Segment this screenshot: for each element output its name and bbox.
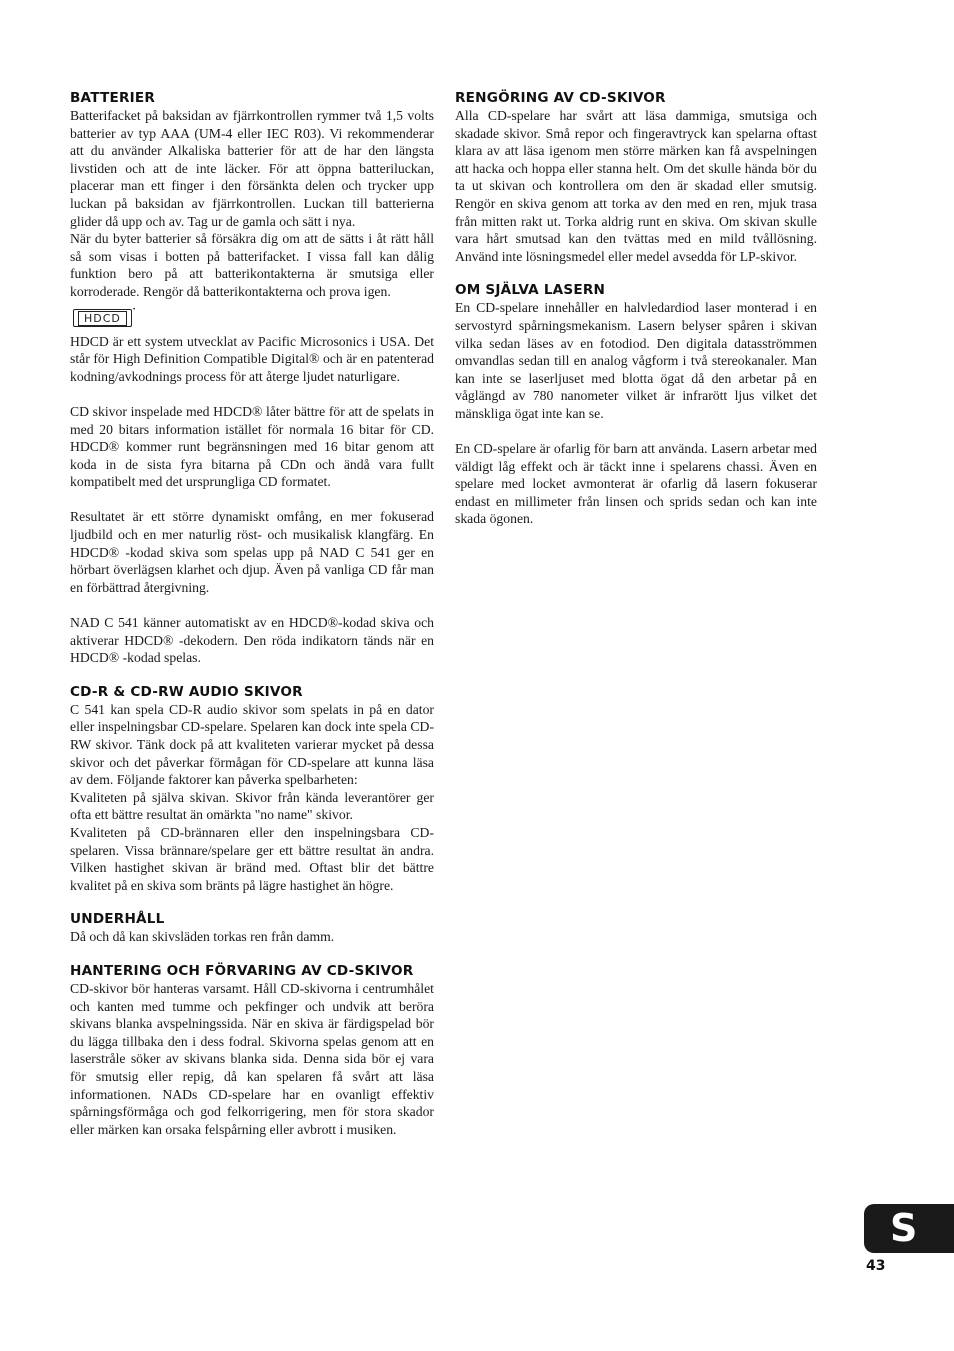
- section-heading-rengoring: RENGÖRING AV CD-SKIVOR: [455, 90, 666, 106]
- hantering-paragraph: CD-skivor bör hanteras varsamt. Håll CD-skivorna i centrumhålet och kanten med tumme och pekfinger och undvik att beröra skivans blanka avspelningssida. När en skiva är färdigspelad bör du lägga tillbaka den i dess fodral. Skivorna spelas genom att en laserstråle söker av skivans blanka sida. Denna sida bör ej vara för smutsig eller repig, då kan spelaren få svårt att läsa informationen. NADs CD-spelare har en ovanligt effektiv spårningsförmåga och god felkorrigering, men för stora skador eller märken kan orsaka felspårning eller avbrott i musiken.: [70, 980, 434, 1137]
- cdr-paragraph-3: Kvaliteten på CD-brännaren eller den inspelningsbara CD-spelaren. Vissa brännare/spelare ger ett bättre resultat än andra. Vilken hastighet skivan är bränd med. Oftast blir det bättre kvalitet på en skiva som bränts på lägre hastighet än högre.: [70, 824, 434, 893]
- language-tab-s: S: [864, 1204, 954, 1253]
- section-heading-cdr: CD-R & CD-RW AUDIO SKIVOR: [70, 683, 303, 700]
- hdcd-logo: HDCD •: [73, 309, 132, 327]
- left-column: [70, 90, 434, 1138]
- rengoring-paragraph: Alla CD-spelare har svårt att läsa dammiga, smutsiga och skadade skivor. Små repor och fingeravtryck kan spelarna oftast klara av att läsa igenom men större märken kan få avspelningen att hacka och hoppa eller stanna helt. Om det skulle hända bör du ta ut skivan och kontrollera om den är skadad eller smutsig. Rengör en skiva genom att torka av den med en ren, mjuk trasa från mitten rakt ut. Torka aldrig runt en skiva. Om skivan skulle vara hårt smutsad kan den tvättas med en mild tvållösning. Använd inte lösningsmedel eller medel avsedda för LP-skivor.: [455, 108, 817, 264]
- cdr-paragraph-2: Kvaliteten på själva skivan. Skivor från kända leverantörer ger ofta ett bättre resultat än omärkta "no name" skivor.: [70, 789, 434, 823]
- underhall-paragraph: Då och då kan skivsläden torkas ren från damm.: [70, 929, 335, 945]
- section-heading-underhall: UNDERHÅLL: [70, 911, 165, 928]
- hdcd-paragraph-3: Resultatet är ett större dynamiskt omfång, en mer fokuserad ljudbild och en mer naturlig röst- och musikalisk klangfärg. En HDCD® -kodad skiva som spelas upp på NAD C 541 ger en hörbart överlägsen klarhet och djup. Även på vanliga CD får man en förbättrad återgivning.: [70, 509, 434, 595]
- batterier-paragraph-1: Batterifacket på baksidan av fjärrkontrollen rymmer två 1,5 volts batterier av typ AAA (UM-4 eller IEC R03). Vi rekommenderar att du använder Alkaliska batterier för att de har den längsta livstiden och att de inte läcker. För att öppna batteriluckan, placerar man ett finger i den försänkta delen och trycker upp luckan på baksidan av fjärrkontrollen. Luckan till batterierna glider då upp och av. Tag ur de gamla och sätt i nya.: [70, 108, 434, 229]
- section-heading-laser: OM SJÄLVA LASERN: [455, 282, 606, 299]
- hdcd-paragraph-2: CD skivor inspelade med HDCD® låter bättre för att de spelats in med 20 bitars information istället för normala 16 bitar för CD. HDCD® kommer runt begränsningen med 16 bitar genom att koda in de sista fyra bitarna på CDn och ändå vara fullt kompatibelt med det ursprungliga CD formatet.: [70, 403, 434, 490]
- laser-paragraph-1: En CD-spelare innehåller en halvledardiod laser monterad i en servostyrd spårningsmekanism. Lasern belyser spåren i skivan vilka sedan läses av en fotodiod. Den digitala datasströmmen omvandlas sedan till en analog vågform i två stereokanaler. Man kan inte se laserljuset med blotta ögat då den arbetar på en våglängd av 780 nanometer vilket är infrarött ljus vilket det mänskliga ögat inte kan se.: [455, 300, 817, 421]
- hdcd-paragraph-4: NAD C 541 känner automatiskt av en HDCD®-kodad skiva och aktiverar HDCD® -dekodern. Den röda indikatorn tänds när en HDCD® -kodad spelas.: [70, 615, 434, 666]
- hdcd-paragraph-1: HDCD är ett system utvecklat av Pacific Microsonics i USA. Det står för High Definition Compatible Digital® och är en patenterad kodning/avkodnings process för att återge ljudet naturligare.: [70, 333, 434, 384]
- right-column: [455, 90, 817, 528]
- batterier-paragraph-2: När du byter batterier så försäkra dig om att de sätts i åt rätt håll så som visas i botten på batterifacket. I vissa fall kan dålig funktion bero på att batterikontakterna är smutsiga eller korroderade. Rengör då batterikontakterna och prova igen.: [70, 231, 434, 299]
- laser-paragraph-2: En CD-spelare är ofarlig för barn att använda. Lasern arbetar med väldigt låg effekt och är täckt inne i spelarens chassi. Även en spelare med locket avmonterat är ofarlig då lasern fokuserar endast en millimeter från linsen och sprids sedan och kan inte skada ögonen.: [455, 441, 817, 527]
- page-number: 43: [866, 1258, 886, 1274]
- section-heading-batterier: BATTERIER: [70, 90, 156, 106]
- section-heading-hantering: HANTERING OCH FÖRVARING AV CD-SKIVOR: [70, 962, 414, 979]
- hdcd-logo-text: HDCD: [78, 311, 127, 326]
- cdr-paragraph-1: C 541 kan spela CD-R audio skivor som spelats in på en dator eller inspelningsbar CD-spelare. Spelaren kan dock inte spela CD-RW skivor. Tänk dock på att kvaliteten varierar mycket på dessa skivor och det påverkar förmågan för CD-spelare att kunna läsa av dem. Följande faktorer kan påverka spelbarheten:: [70, 701, 434, 788]
